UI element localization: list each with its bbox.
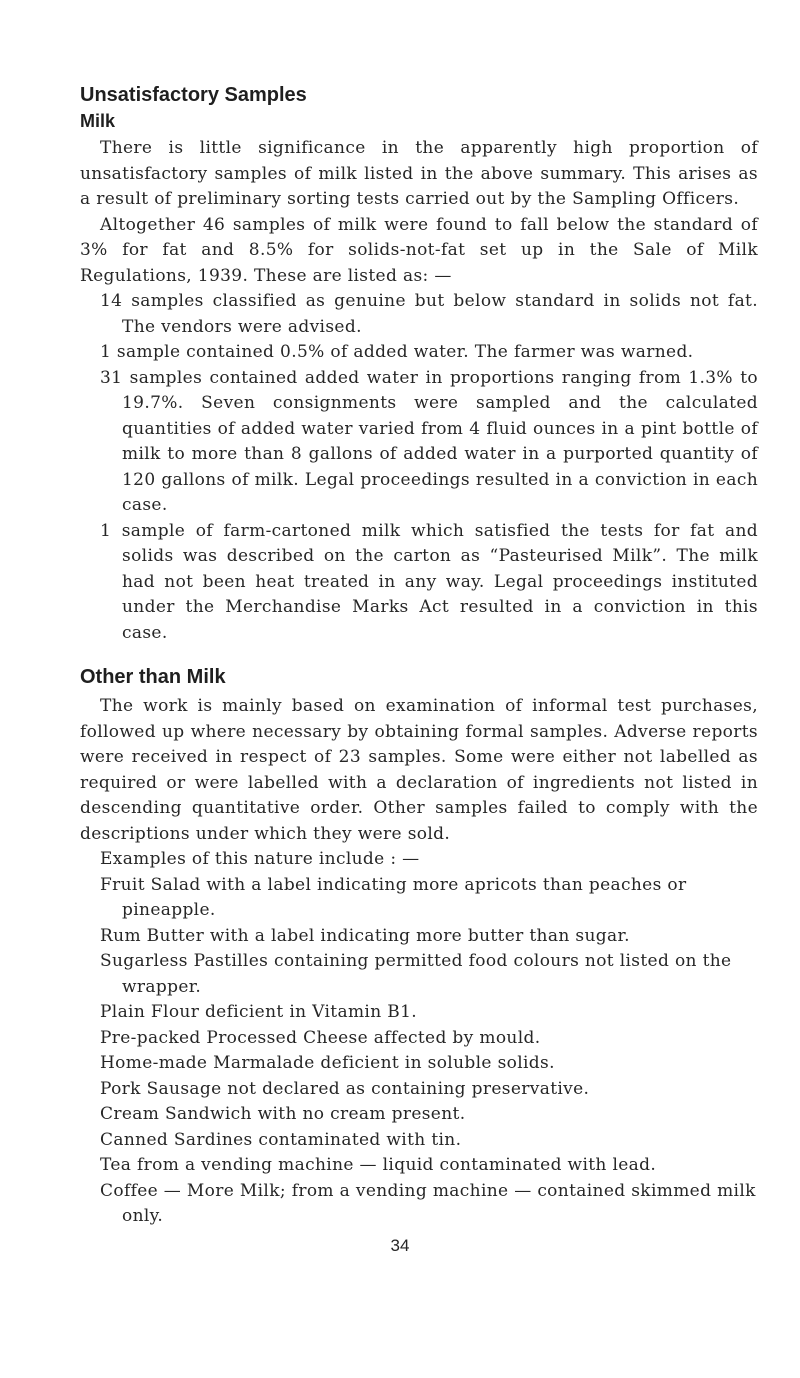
example-item: Sugarless Pastilles containing permitted food colours not listed on the wrapper. xyxy=(100,951,732,997)
example-item: Rum Butter with a label indicating more butter than sugar. xyxy=(100,925,630,946)
example-item: Tea from a vending machine — liquid contaminated with lead. xyxy=(100,1155,657,1175)
example-item: Home-made Marmalade deficient in soluble solids. xyxy=(100,1053,555,1073)
example-item: Canned Sardines contaminated with tin. xyxy=(100,1129,462,1150)
milk-entry: 14 samples classified as genuine but below standard in solids not fat. The vendors were advised. xyxy=(100,291,758,337)
milk-paragraph: There is little significance in the apparently high proportion of unsatisfactory samples of milk listed in the above summary. This arises as a result of preliminary sorting tests carried out by the Sampling Officers. xyxy=(80,138,758,209)
example-item: Cream Sandwich with no cream present. xyxy=(100,1104,466,1124)
example-item: Fruit Salad with a label indicating more apricots than peaches or pineapple. xyxy=(100,874,687,920)
milk-entry: 31 samples contained added water in proportions ranging from 1.3% to 19.7%. Seven consignments were sampled and the calculated quantities of added water varied from 4 fluid ounces in a pint bottle of milk to more than 8 gallons of added water in a purported quantity of 120 gallons of milk. Legal proceedings resulted in a conviction in each case. xyxy=(100,367,758,515)
milk-subheading: Milk xyxy=(80,111,116,131)
example-item: Coffee — More Milk; from a vending machine — contained skimmed milk only. xyxy=(100,1180,756,1226)
milk-section xyxy=(80,108,758,646)
page-heading: Unsatisfactory Samples xyxy=(80,84,307,106)
example-item: Pre-packed Processed Cheese affected by mould. xyxy=(100,1027,541,1048)
other-paragraph: The work is mainly based on examination of informal test purchases, followed up where necessary by obtaining formal samples. Adverse reports were received in respect of 23 samples. Some were either not labelled as required or were labelled with a declaration of ingredients not listed in descending quantitative order. Other samples failed to comply with the descriptions under which they were sold. xyxy=(80,696,758,844)
example-item: Plain Flour deficient in Vitamin B1. xyxy=(100,1002,418,1022)
example-item: Pork Sausage not declared as containing preservative. xyxy=(100,1078,590,1099)
page-number: 34 xyxy=(390,1236,410,1255)
examples-intro: Examples of this nature include : — xyxy=(100,849,420,869)
milk-entry: 1 sample of farm-cartoned milk which satisfied the tests for fat and solids was described on the carton as “Pasteurised Milk”. The milk had not been heat treated in any way. Legal proceedings instituted under the Merchandise Marks Act resulted in a conviction in this case. xyxy=(100,520,758,643)
milk-entry: 1 sample contained 0.5% of added water. The farmer was warned. xyxy=(100,342,694,362)
milk-paragraph: Altogether 46 samples of milk were found to fall below the standard of 3% for fat and 8.5% for solids-not-fat set up in the Sale of Milk Regulations, 1939. These are listed as: — xyxy=(80,214,758,286)
other-subheading: Other than Milk xyxy=(80,666,226,688)
other-section xyxy=(80,664,758,1230)
